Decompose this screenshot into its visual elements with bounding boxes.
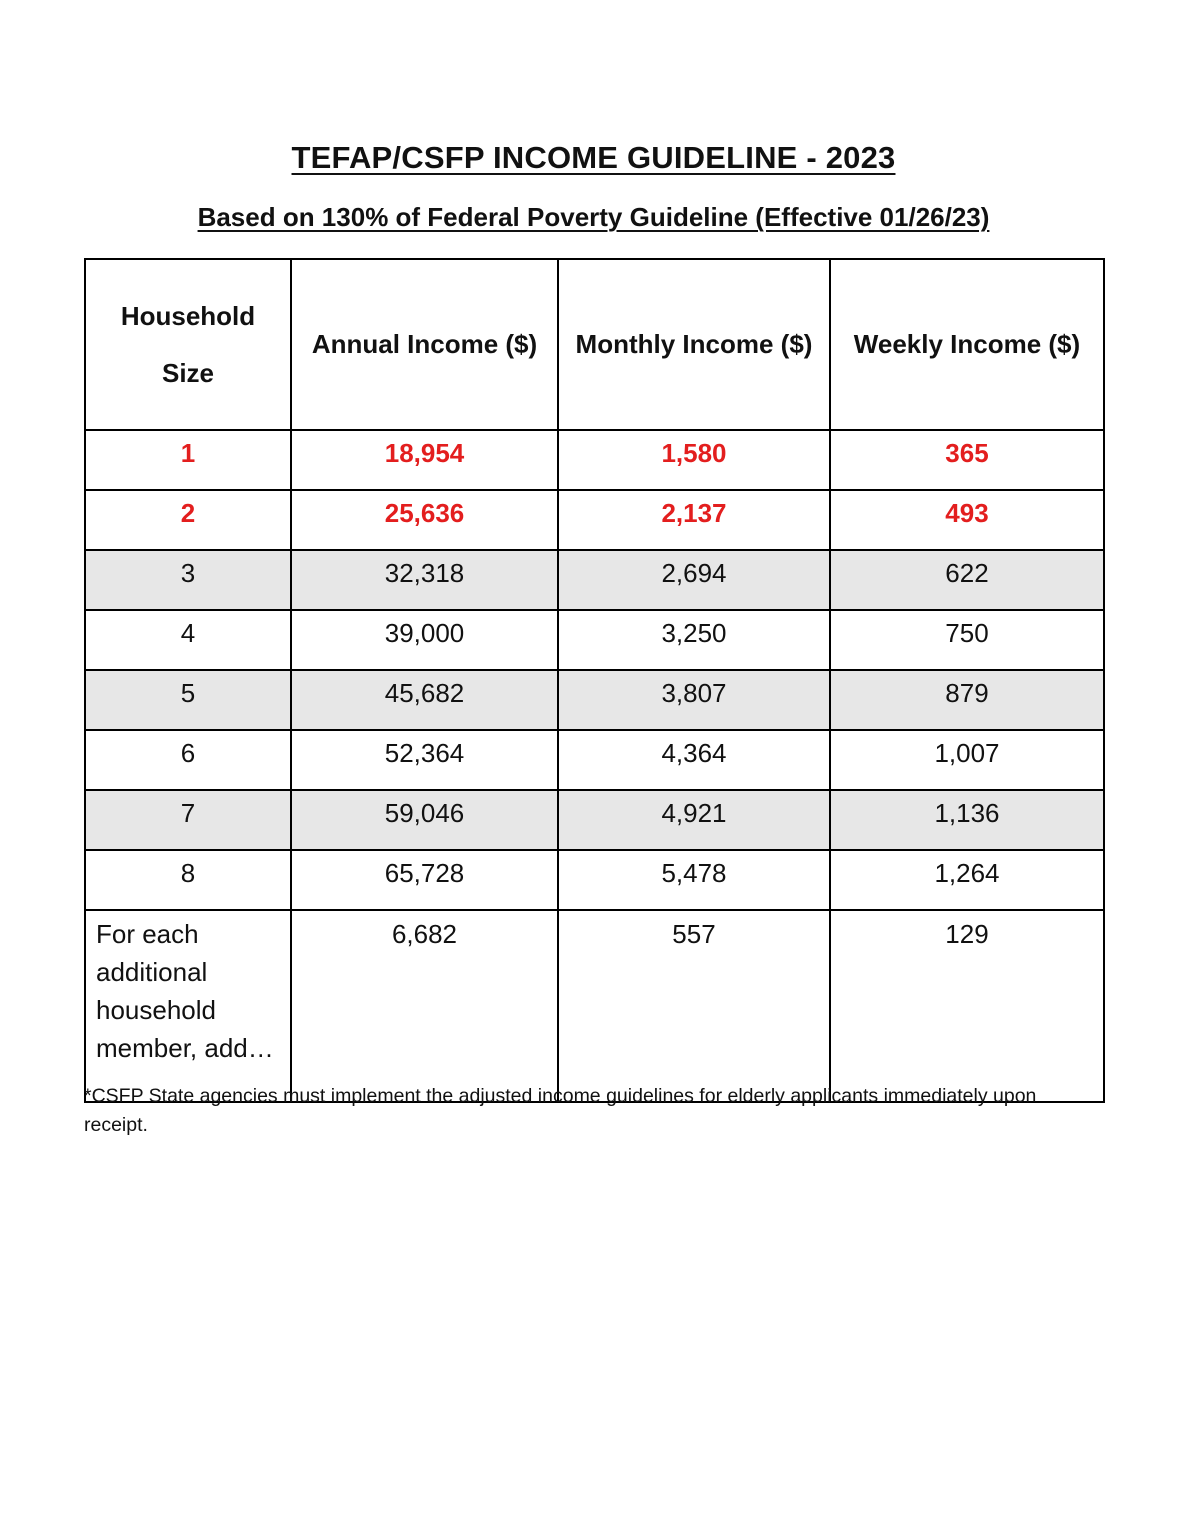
header-annual-income: Annual Income ($) xyxy=(291,259,558,430)
header-monthly-income: Monthly Income ($) xyxy=(558,259,830,430)
table-row xyxy=(85,550,1104,610)
cell-weekly: 1,136 xyxy=(830,790,1104,850)
cell-annual: 32,318 xyxy=(291,550,558,610)
cell-annual: 25,636 xyxy=(291,490,558,550)
cell-size: 2 xyxy=(85,490,291,550)
cell-monthly: 2,137 xyxy=(558,490,830,550)
cell-monthly: 4,921 xyxy=(558,790,830,850)
cell-size: 5 xyxy=(85,670,291,730)
table-row xyxy=(85,730,1104,790)
cell-annual: 65,728 xyxy=(291,850,558,910)
cell-monthly: 4,364 xyxy=(558,730,830,790)
cell-monthly: 557 xyxy=(558,910,830,1102)
cell-monthly: 3,807 xyxy=(558,670,830,730)
table-row xyxy=(85,610,1104,670)
income-guideline-table xyxy=(84,258,1105,1103)
cell-annual: 6,682 xyxy=(291,910,558,1102)
cell-weekly: 622 xyxy=(830,550,1104,610)
cell-weekly: 493 xyxy=(830,490,1104,550)
cell-weekly: 365 xyxy=(830,430,1104,490)
cell-annual: 39,000 xyxy=(291,610,558,670)
cell-annual: 45,682 xyxy=(291,670,558,730)
cell-size: 3 xyxy=(85,550,291,610)
cell-weekly: 879 xyxy=(830,670,1104,730)
cell-monthly: 1,580 xyxy=(558,430,830,490)
cell-monthly: 3,250 xyxy=(558,610,830,670)
cell-weekly: 750 xyxy=(830,610,1104,670)
table-row xyxy=(85,790,1104,850)
cell-additional-label: For each additional household member, add… xyxy=(85,910,291,1102)
cell-annual: 52,364 xyxy=(291,730,558,790)
cell-size: 8 xyxy=(85,850,291,910)
cell-weekly: 129 xyxy=(830,910,1104,1102)
table-row xyxy=(85,670,1104,730)
cell-weekly: 1,264 xyxy=(830,850,1104,910)
cell-monthly: 5,478 xyxy=(558,850,830,910)
header-weekly-income: Weekly Income ($) xyxy=(830,259,1104,430)
cell-annual: 18,954 xyxy=(291,430,558,490)
cell-size: 6 xyxy=(85,730,291,790)
header-household-size: Household Size xyxy=(85,259,291,430)
document-subtitle: Based on 130% of Federal Poverty Guideline (Effective 01/26/23) xyxy=(197,202,990,232)
table-header-row xyxy=(85,259,1104,430)
cell-size: 4 xyxy=(85,610,291,670)
cell-monthly: 2,694 xyxy=(558,550,830,610)
table-row-additional-member xyxy=(85,910,1104,1102)
cell-size: 1 xyxy=(85,430,291,490)
document-title: TEFAP/CSFP INCOME GUIDELINE - 2023 xyxy=(291,140,896,175)
footnote: *CSFP State agencies must implement the adjusted income guidelines for elderly applicants immediately upon receipt. xyxy=(84,1085,1037,1136)
cell-weekly: 1,007 xyxy=(830,730,1104,790)
table-row xyxy=(85,850,1104,910)
cell-annual: 59,046 xyxy=(291,790,558,850)
table-row xyxy=(85,490,1104,550)
cell-size: 7 xyxy=(85,790,291,850)
table-row xyxy=(85,430,1104,490)
